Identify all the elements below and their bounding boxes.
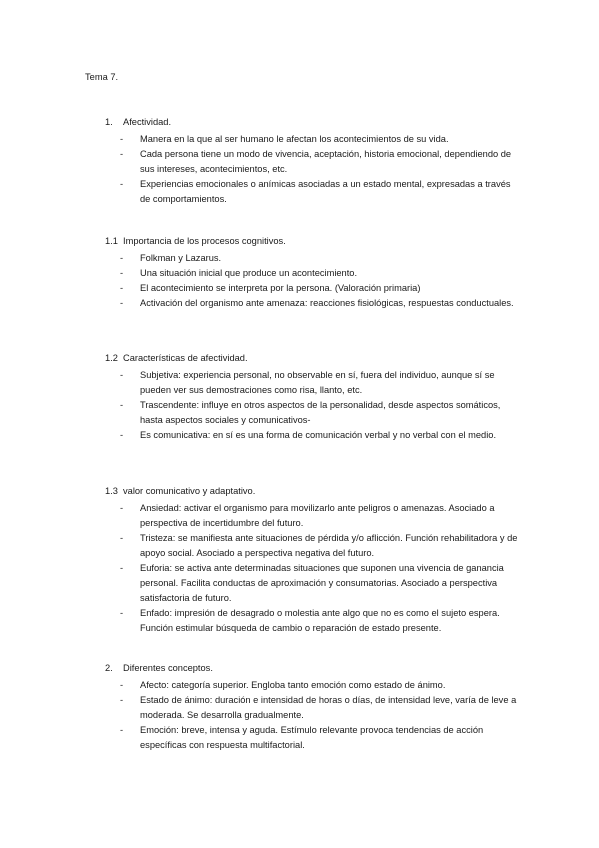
bullet-list [120, 678, 520, 753]
bullet-dash: - [120, 179, 124, 189]
list-item [120, 368, 520, 398]
list-item-text: Folkman y Lazarus. [140, 253, 222, 263]
bullet-list [120, 501, 520, 636]
list-item [120, 147, 520, 177]
list-item-text: Una situación inicial que produce un acontecimiento. [140, 268, 358, 278]
bullet-dash: - [120, 370, 124, 380]
list-item [120, 531, 520, 561]
bullet-dash: - [120, 608, 124, 618]
bullet-dash: - [120, 563, 124, 573]
list-item [120, 723, 520, 753]
bullet-dash: - [120, 725, 124, 735]
section-number: 1. [105, 117, 113, 127]
bullet-dash: - [120, 695, 124, 705]
list-item-text: Tristeza: se manifiesta ante situaciones de pérdida y/o aflicción. Función rehabilitadora y de apoyo social. Asociado a perspectiva negativa del futuro. [140, 533, 518, 558]
list-item-text: Emoción: breve, intensa y aguda. Estímulo relevante provoca tendencias de acción específicas con respuesta multifactorial. [140, 725, 484, 750]
list-item [120, 561, 520, 606]
section-number: 1.1 [105, 236, 118, 246]
bullet-dash: - [120, 149, 124, 159]
section-title: Diferentes conceptos. [123, 663, 213, 673]
bullet-list [120, 368, 520, 443]
list-item-text: Enfado: impresión de desagrado o molestia ante algo que no es como el sujeto espera. Función estimular búsqueda de cambio o reparación de estado presente. [140, 608, 500, 633]
list-item [120, 501, 520, 531]
list-item-text: Manera en la que al ser humano le afectan los acontecimientos de su vida. [140, 134, 449, 144]
bullet-dash: - [120, 430, 124, 440]
list-item-text: Cada persona tiene un modo de vivencia, aceptación, historia emocional, dependiendo de sus intereses, acontecimientos, etc. [140, 149, 512, 174]
list-item [120, 132, 520, 147]
list-item-text: El acontecimiento se interpreta por la persona. (Valoración primaria) [140, 283, 421, 293]
list-item-text: Activación del organismo ante amenaza: reacciones fisiológicas, respuestas conductuales. [140, 298, 514, 308]
section-title: valor comunicativo y adaptativo. [123, 486, 256, 496]
list-item-text: Experiencias emocionales o anímicas asociadas a un estado mental, expresadas a través de comportamientos. [140, 179, 511, 204]
bullet-dash: - [120, 283, 124, 293]
list-item-text: Afecto: categoría superior. Engloba tanto emoción como estado de ánimo. [140, 680, 446, 690]
section-title: Importancia de los procesos cognitivos. [123, 236, 286, 246]
list-item [120, 251, 520, 266]
bullet-dash: - [120, 268, 124, 278]
list-item-text: Estado de ánimo: duración e intensidad de horas o días, de intensidad leve, varía de leve a moderada. Se desarrolla gradualmente. [140, 695, 517, 720]
bullet-dash: - [120, 253, 124, 263]
bullet-dash: - [120, 400, 124, 410]
bullet-dash: - [120, 134, 124, 144]
list-item [120, 281, 520, 296]
section-number: 2. [105, 663, 113, 673]
section-title: Afectividad. [123, 117, 172, 127]
section-number: 1.2 [105, 353, 118, 363]
list-item [120, 266, 520, 281]
list-item-text: Euforia: se activa ante determinadas situaciones que suponen una vivencia de ganancia personal. Facilita conductas de aproximación y consumatorias. Asociado a perspectiva satisfactoria de futuro. [140, 563, 504, 603]
list-item-text: Es comunicativa: en sí es una forma de comunicación verbal y no verbal con el medio. [140, 430, 497, 440]
list-item-text: Trascendente: influye en otros aspectos de la personalidad, desde aspectos somáticos, hasta aspectos sociales y comunicativos- [140, 400, 501, 425]
section-heading [105, 663, 213, 673]
list-item-text: Subjetiva: experiencia personal, no observable en sí, fuera del individuo, aunque sí se pueden ver sus demostraciones como risa, llanto, etc. [140, 370, 495, 395]
section-heading [105, 236, 286, 246]
bullet-dash: - [120, 503, 124, 513]
bullet-dash: - [120, 680, 124, 690]
section-title: Características de afectividad. [123, 353, 248, 363]
list-item [120, 678, 520, 693]
section-heading [105, 117, 171, 127]
bullet-dash: - [120, 533, 124, 543]
list-item [120, 177, 520, 207]
bullet-dash: - [120, 298, 124, 308]
document-title: Tema 7. [85, 72, 119, 82]
bullet-list [120, 132, 520, 207]
list-item [120, 398, 520, 428]
section-heading [105, 353, 248, 363]
list-item [120, 296, 520, 311]
bullet-list [120, 251, 520, 311]
section-number: 1.3 [105, 486, 118, 496]
section-heading [105, 486, 255, 496]
list-item [120, 428, 520, 443]
list-item [120, 693, 520, 723]
list-item [120, 606, 520, 636]
list-item-text: Ansiedad: activar el organismo para movilizarlo ante peligros o amenazas. Asociado a perspectiva de incertidumbre del futuro. [140, 503, 495, 528]
